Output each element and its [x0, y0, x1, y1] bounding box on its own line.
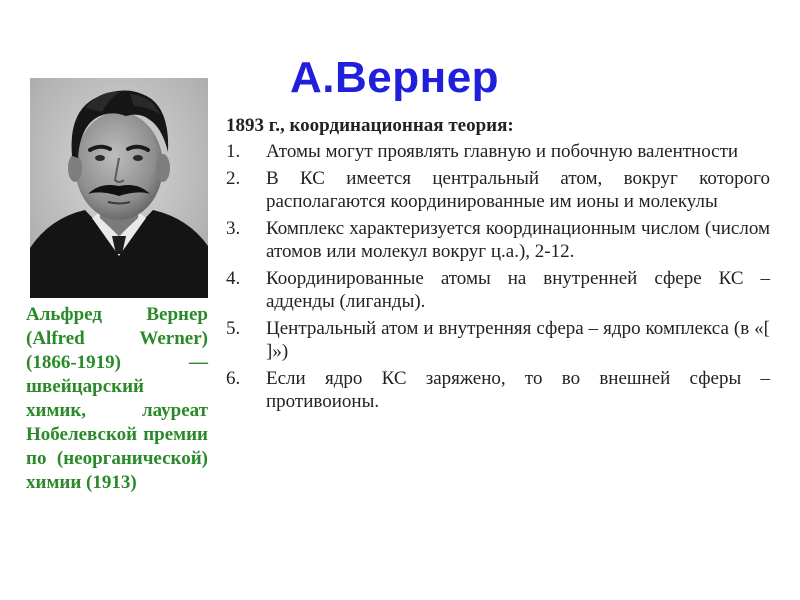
list-item-number: 5. — [226, 317, 241, 339]
list-item — [226, 167, 770, 214]
theory-heading: 1893 г., координационная теория: — [226, 115, 514, 136]
list-item-text: Комплекс характеризуется координационным числом (числом атомов или молекул вокруг ц.а.), 2-12. — [266, 217, 770, 262]
portrait-caption: Альфред Вернер (Alfred Werner) (1866-1919) — швейцарский химик, лауреат Нобелевской премии по (неорганической) химии (1913) — [26, 304, 208, 493]
portrait-photo-icon — [30, 78, 208, 298]
list-item-text: В КС имеется центральный атом, вокруг которого располагаются координированные им ионы и молекулы — [266, 167, 770, 212]
list-item — [226, 267, 770, 314]
list-item — [226, 217, 770, 264]
list-item-text: Атомы могут проявлять главную и побочную валентности — [266, 141, 739, 162]
list-item-text: Центральный атом и внутренняя сфера – ядро комплекса (в «[ ]») — [266, 317, 770, 362]
list-item-number: 2. — [226, 167, 241, 189]
list-item-number: 1. — [226, 141, 241, 162]
slide-title: А.Вернер — [290, 53, 500, 102]
portrait-photo — [30, 78, 208, 298]
theory-list — [226, 140, 770, 414]
list-item-number: 6. — [226, 367, 241, 389]
list-item — [226, 317, 770, 364]
list-item-text: Координированные атомы на внутренней сфере КС – адденды (лиганды). — [266, 267, 770, 312]
list-item-number: 3. — [226, 217, 241, 239]
list-item-text: Если ядро КС заряжено, то во внешней сферы – противоионы. — [266, 367, 770, 412]
theory-content — [226, 114, 770, 417]
list-item-number: 4. — [226, 267, 241, 289]
list-item — [226, 140, 770, 164]
list-item — [226, 367, 770, 414]
